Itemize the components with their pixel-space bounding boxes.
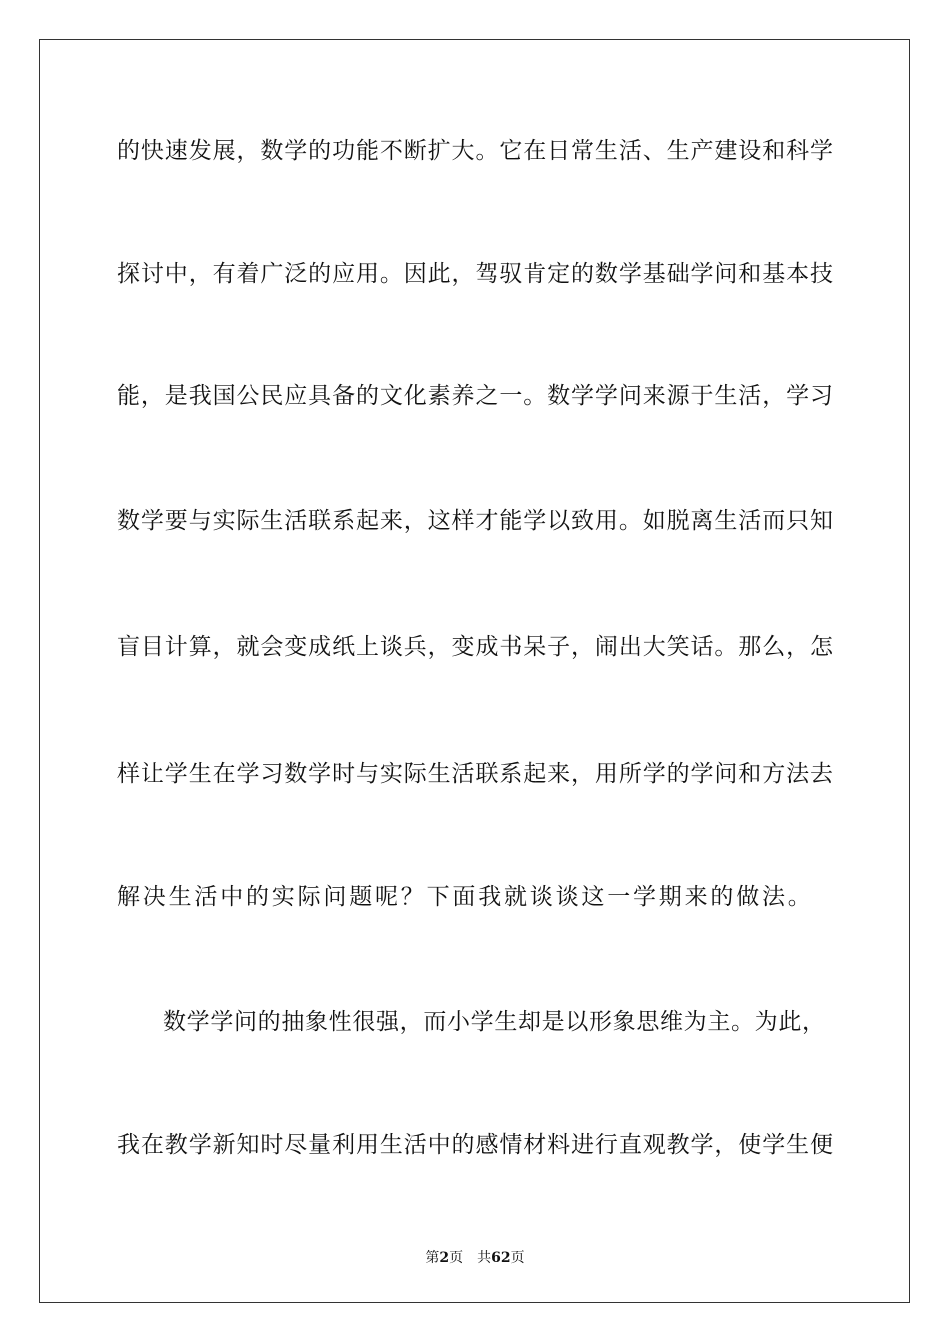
body-text-line: 解决生活中的实际问题呢？下面我就谈谈这一学期来的做法。 — [117, 884, 814, 910]
body-text-line: 探讨中，有着广泛的应用。因此，驾驭肯定的数学基础学问和基本技 — [117, 261, 833, 287]
page-suffix: 页 — [449, 1250, 464, 1266]
page-number: 2 — [439, 1250, 450, 1266]
page-prefix: 第 — [425, 1250, 440, 1266]
body-text-line: 数学要与实际生活联系起来，这样才能学以致用。如脱离生活而只知 — [117, 508, 833, 534]
total-prefix: 共 — [477, 1250, 492, 1266]
body-text-line: 能，是我国公民应具备的文化素养之一。数学学问来源于生活，学习 — [117, 383, 833, 409]
page-border — [39, 39, 910, 1303]
body-text-line: 样让学生在学习数学时与实际生活联系起来，用所学的学问和方法去 — [117, 761, 833, 787]
paragraph-first-line: 数学学问的抽象性很强，而小学生却是以形象思维为主。为此， — [163, 1009, 825, 1035]
body-text-line: 我在教学新知时尽量利用生活中的感情材料进行直观教学，使学生便 — [117, 1132, 833, 1158]
body-text-line: 的快速发展，数学的功能不断扩大。它在日常生活、生产建设和科学 — [117, 138, 833, 164]
total-pages: 62 — [491, 1250, 511, 1266]
body-text-line: 盲目计算，就会变成纸上谈兵，变成书呆子，闹出大笑话。那么，怎 — [117, 634, 833, 660]
total-suffix: 页 — [510, 1250, 525, 1266]
page-footer — [0, 1247, 950, 1267]
